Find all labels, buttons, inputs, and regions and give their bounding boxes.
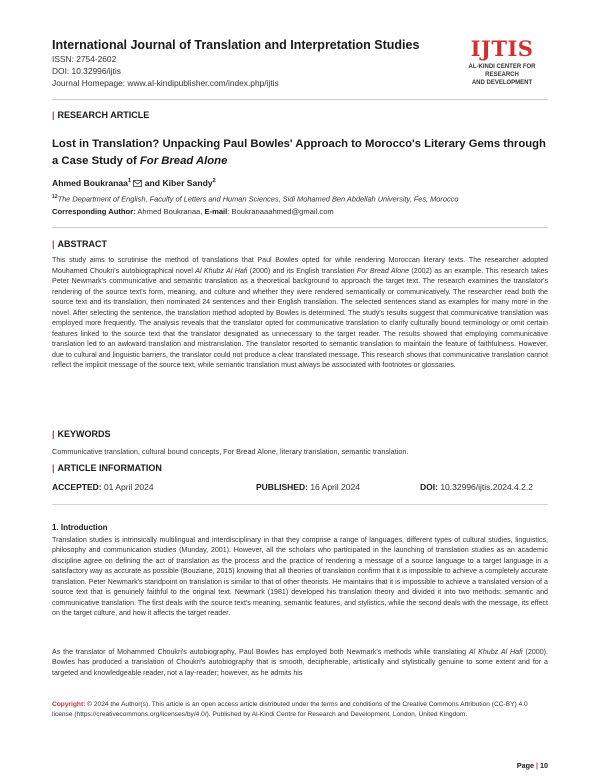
- copyright-notice: [52, 700, 548, 720]
- published-value: 16 April 2024: [307, 482, 360, 492]
- author-1: Ahmed Boukranaa: [52, 178, 128, 188]
- section-bar: |: [52, 239, 55, 249]
- corresponding-name: Ahmed Boukranaa,: [135, 207, 205, 216]
- published-date: [256, 482, 360, 492]
- logo-text: IJTIS: [470, 36, 534, 61]
- page-number: 10: [540, 761, 548, 770]
- accepted-date: [52, 482, 154, 492]
- copyright-text: © 2024 the Author(s). This article is an open access article distributed under the terms and conditions of the Creative Commons Attribution (CC-BY) 4.0 license (https://creativecommons.org/licenses/by/4.0/). Published by Al-Kindi Centre for Research and Development, London, United Kingdom.: [52, 701, 528, 718]
- affiliation: [52, 194, 459, 203]
- title-main: Lost in Translation? Unpacking Paul Bowles' Approach to Morocco's Literary Gems through a Case Study of: [52, 138, 546, 167]
- keywords-heading: [52, 429, 111, 439]
- keywords-text: Communicative translation, cultural bound concepts, For Bread Alone, literary translation, semantic translation.: [52, 447, 409, 456]
- introduction-paragraph-2: As the translator of Mohammed Choukri's autobiography, Paul Bowles has employed both Newmark's methods while translating Al Khubz Al Hafi (2000). Bowles has produced a translation of Choukri's autobiography that is smooth, decipherable, artistically and stylistically genuine to some extent and for a targeted and knowledgeable reader, not a lay-reader; however, as he admits his: [52, 648, 548, 677]
- author-line: [52, 178, 216, 188]
- accepted-value: 01 April 2024: [101, 482, 154, 492]
- article-doi: [420, 482, 533, 492]
- journal-doi: DOI: 10.32996/ijtis: [52, 66, 121, 76]
- published-label: PUBLISHED:: [256, 482, 308, 492]
- article-info-heading: [52, 463, 162, 473]
- article-type: [52, 110, 149, 120]
- title-italic: For Bread Alone: [139, 155, 228, 167]
- doi-value[interactable]: 10.32996/ijtis.2024.4.2.2: [437, 482, 533, 492]
- affiliation-sup: 12: [52, 194, 58, 200]
- section-bar: |: [52, 463, 55, 473]
- abstract-heading-label: ABSTRACT: [57, 239, 108, 249]
- page-separator: |: [535, 761, 538, 770]
- author-2-sup: 2: [212, 178, 216, 185]
- affiliation-text: The Department of English, Faculty of Letters and Human Sciences, Sidi Mohamed Ben Abdellah University, Fes, Morocco: [57, 194, 459, 204]
- logo-subtitle-2: AND DEVELOPMENT: [471, 80, 533, 86]
- doi-label: DOI:: [420, 482, 438, 492]
- author-2: Kiber Sandy: [162, 178, 213, 188]
- article-info-heading-label: ARTICLE INFORMATION: [57, 463, 162, 473]
- abstract-heading: [52, 239, 107, 249]
- introduction-heading: 1. Introduction: [52, 523, 108, 532]
- journal-logo: [452, 38, 552, 87]
- accepted-label: ACCEPTED:: [52, 482, 102, 492]
- divider: [52, 504, 548, 505]
- copyright-label: Copyright:: [52, 701, 86, 708]
- email-address[interactable]: : Boukranaaahmed@gmail.com: [227, 207, 334, 216]
- email-label: E-mail: [204, 207, 228, 216]
- article-type-label: RESEARCH ARTICLE: [57, 110, 150, 120]
- abstract-text: This study aims to scrutinise the method of translations that Paul Bowles opted for while rendering Moroccan literary texts. The researcher adopted Mouhamed Choukri's autobiographical novel Al Khubz Al Hafi (2000) and its English translation For Bread Alone (2002) as an example. This research takes Peter Newmark's communicative and semantic translation as a theoretical background to approach the target text. The research examines the translator's rendering of the source text's form, meaning, and culture and whether they were rendered semantically or communicatively. The researcher read both the source text and its translation, then nominated 24 sentences and their English translation. The selected sentences stand as examples for many more in the novel. After selecting the sentence, the translation method adopted by Bowles is determined. The study's results suggest that communicative translation was employed more frequently. The analysis reveals that the translator opted for communicative translation to clarify culturally bound terminology or omit certain features linked to the source text that the translator designated as unnecessary to the target reader. The results showed that employing communicative translation led to an awkward translation and mistranslation. The translator resorted to semantic translation to maintain the feature of faithfulness. However, due to cultural and linguistic barriers, the translator could not produce a clear translated message. This research shows that communicative translation cannot reflect the implicit message of the source text, while semantic translation must always be associated with footnotes or glossaries.: [52, 256, 548, 370]
- journal-title: International Journal of Translation and Interpretation Studies: [52, 38, 420, 52]
- section-bar: |: [52, 110, 55, 120]
- author-and: and: [142, 178, 163, 188]
- logo-subtitle: AL-KINDI CENTER FOR RESEARCH: [468, 64, 536, 78]
- author-1-sup: 1: [127, 178, 131, 185]
- journal-homepage[interactable]: Journal Homepage: www.al-kindipublisher.com/index.php/ijtis: [52, 78, 279, 88]
- divider: [52, 99, 548, 100]
- keywords-heading-label: KEYWORDS: [57, 429, 111, 439]
- journal-issn: ISSN: 2754-2602: [52, 54, 117, 64]
- section-bar: |: [52, 429, 55, 439]
- journal-header: [52, 38, 552, 89]
- page-footer: [517, 761, 548, 770]
- article-title: [52, 136, 552, 170]
- page-label: Page: [516, 761, 534, 770]
- corresponding-author: [52, 207, 334, 216]
- introduction-paragraph-1: Translation studies is intrinsically multilingual and interdisciplinary in that they comprise a range of languages, different types of cultural studies, linguistics, philosophy and communication studies (Munday, 2001). However, all the scholars who participated in the launching of translation studies as an academic discipline agree on defining the act of translation as the process and the practice of rendering a message of a source language to a target language in a satisfactory way as accurate as possible (Bouziane, 2015) knowing that all theories of translation confirm that it is impossible to achieve a completely accurate translation. Peter Newmark's standpoint on translation is similar to that of other theorists. He maintains that it is impossible to achieve a translated version of a source text that is genuinely faithful to the original text. Newmark (1981) developed his translation theory and divided it into two methods: semantic and communicative translation. The first deals with the source text's meaning, semantic features, and stylistics, while the second deals with the message, its effect on the target culture, and how it affects the target reader.: [52, 536, 548, 618]
- corresponding-label: Corresponding Author:: [52, 207, 136, 216]
- divider: [52, 227, 548, 228]
